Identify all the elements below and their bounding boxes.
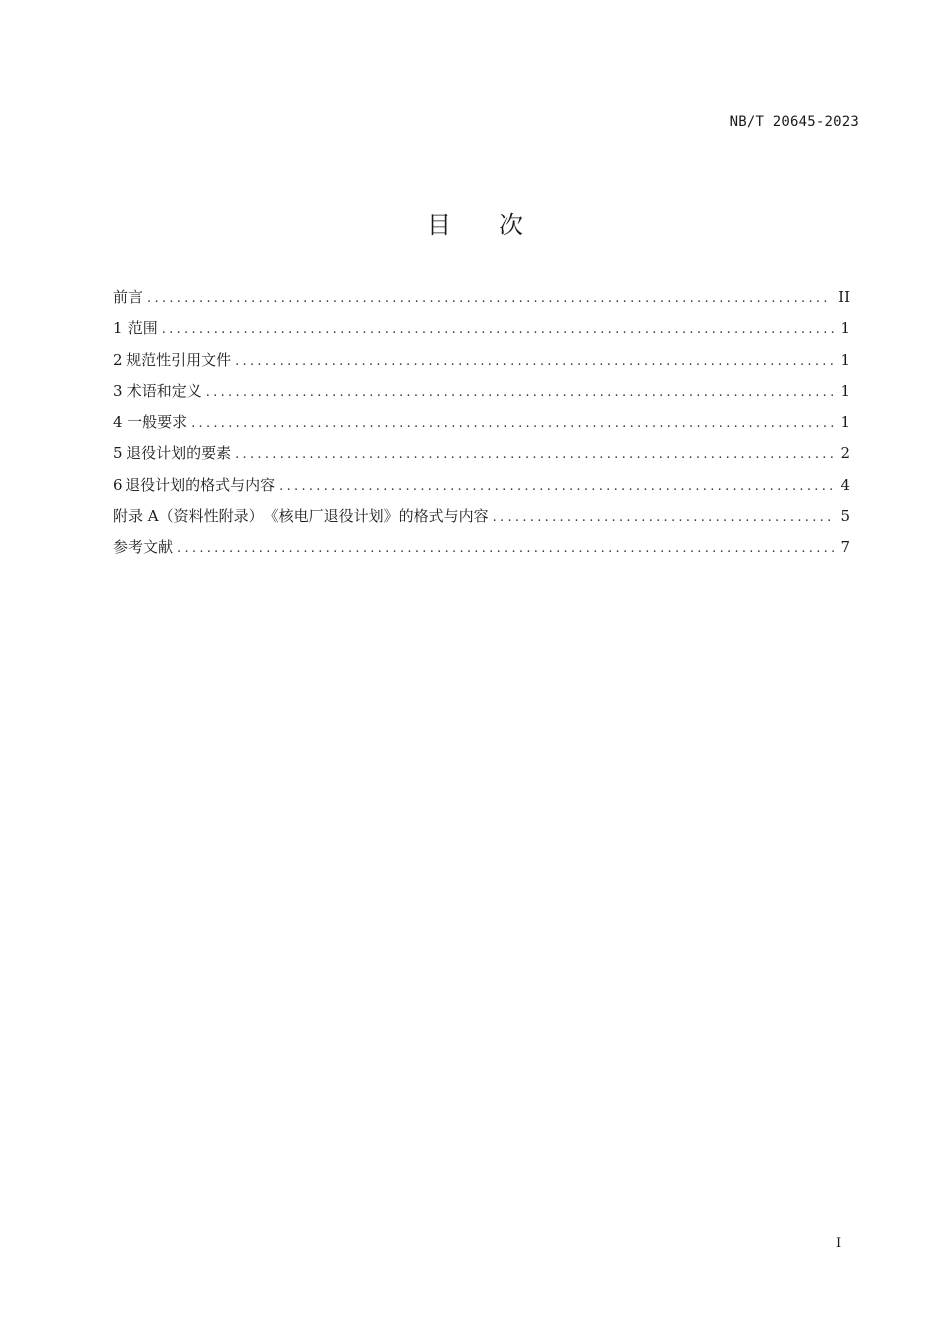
- toc-entry-2[interactable]: [113, 349, 850, 380]
- toc-entry-label: 前言: [113, 288, 144, 306]
- toc-entry-references[interactable]: [113, 536, 850, 567]
- toc-entry-number: 3: [113, 381, 123, 400]
- toc-leader-dots: [177, 541, 834, 556]
- toc-leader-dots: [191, 416, 834, 431]
- toc-entry-page: 1: [840, 350, 850, 369]
- title-char-2: 次: [499, 211, 523, 239]
- toc-entry-page: 7: [840, 538, 850, 557]
- toc-leader-dots: [147, 291, 832, 306]
- toc-entry-5[interactable]: [113, 442, 850, 473]
- toc-entry-number: 1: [113, 319, 123, 338]
- toc-entry-number: 5: [113, 444, 123, 463]
- toc-entry-page: 1: [840, 413, 850, 432]
- title-char-1: 目: [427, 211, 451, 239]
- toc-entry-page: 2: [840, 444, 850, 463]
- toc-entry-label: 一般要求: [127, 413, 188, 432]
- toc-leader-dots: [279, 479, 834, 494]
- toc-entry-label: 退役计划的格式与内容: [125, 475, 276, 494]
- toc-entry-1[interactable]: [113, 317, 850, 348]
- toc-entry-label: 范围: [127, 319, 158, 338]
- toc-entry-page: 4: [840, 475, 850, 494]
- toc-entry-label: 附录 A（资料性附录） 《核电厂退役计划》的格式与内容: [113, 507, 489, 526]
- toc-entry-number: 2: [113, 350, 123, 369]
- toc-entry-page: II: [838, 288, 850, 306]
- toc-leader-dots: [206, 385, 834, 400]
- toc-entry-label: 术语和定义: [126, 381, 202, 400]
- toc-entry-page: 1: [840, 381, 850, 400]
- toc-entry-4[interactable]: [113, 411, 850, 442]
- toc-entry-appendix-a[interactable]: [113, 505, 850, 536]
- toc-entry-foreword[interactable]: [113, 286, 850, 317]
- toc-entry-3[interactable]: [113, 380, 850, 411]
- page-title: [0, 205, 950, 240]
- toc-entry-number: 6: [113, 475, 123, 494]
- document-code: NB/T 20645-2023: [729, 114, 859, 130]
- toc-leader-dots: [235, 447, 834, 462]
- toc-entry-page: 1: [840, 319, 850, 338]
- toc-leader-dots: [493, 510, 834, 525]
- toc-leader-dots: [235, 354, 834, 369]
- toc-entry-label: 退役计划的要素: [126, 444, 232, 463]
- table-of-contents: [113, 286, 850, 568]
- toc-entry-label: 规范性引用文件: [126, 350, 232, 369]
- toc-entry-label: 参考文献: [113, 538, 174, 557]
- toc-leader-dots: [162, 322, 834, 337]
- toc-entry-6[interactable]: [113, 474, 850, 505]
- toc-entry-page: 5: [840, 507, 850, 526]
- toc-entry-number: 4: [113, 413, 123, 432]
- page-number: I: [836, 1236, 842, 1251]
